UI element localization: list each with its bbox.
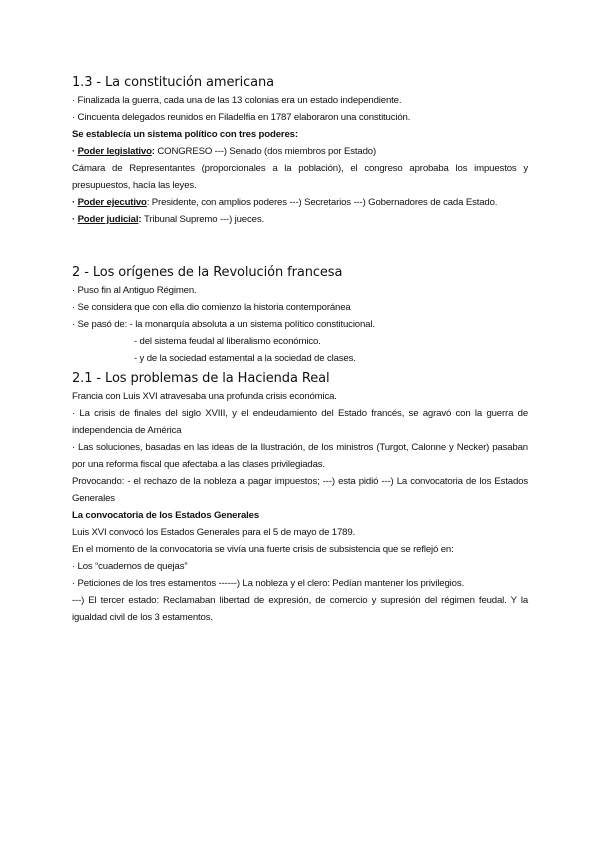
- paragraph-line: · Puso fin al Antiguo Régimen.: [72, 285, 197, 296]
- legislative-label: Poder legislativo: [77, 146, 152, 157]
- section-title: 2 - Los orígenes de la Revolución francesa: [72, 265, 343, 280]
- paragraph-block: · Las soluciones, basadas en las ideas de la Ilustración, de los ministros (Turgot, Calonne y Necker) pasaban por una reforma fiscal que afectaba a las clases privilegiadas.: [72, 442, 528, 470]
- paragraph-line: En el momento de la convocatoria se vivía una fuerte crisis de subsistencia que se reflejó en:: [72, 544, 454, 555]
- paragraph-line: Luis XVI convocó los Estados Generales para el 5 de mayo de 1789.: [72, 527, 356, 538]
- section-2: [72, 264, 528, 367]
- powers-executive: · Poder ejecutivo: Presidente, con amplios poderes ---) Secretarios ---) Gobernadores de cada Estado.: [72, 197, 498, 208]
- paragraph-block: ---) El tercer estado: Reclamaban libertad de expresión, de comercio y supresión del régimen feudal. Y la igualdad civil de los 3 estamentos.: [72, 595, 528, 623]
- paragraph-line: · Cincuenta delegados reunidos en Filadelfia en 1787 elaboraron una constitución.: [72, 112, 411, 123]
- executive-label: Poder ejecutivo: [77, 197, 147, 208]
- subsection-title: La convocatoria de los Estados Generales: [72, 510, 260, 521]
- paragraph-block: Cámara de Representantes (proporcionales a la población), el congreso aprobaba los impuestos y presupuestos, hacía las leyes.: [72, 163, 528, 191]
- paragraph-block: · La crisis de finales del siglo XVIII, y el endeudamiento del Estado francés, se agravó con la guerra de independencia de América: [72, 408, 528, 436]
- section-title: 1.3 - La constitución americana: [72, 75, 275, 90]
- judicial-label: Poder judicial: [77, 214, 139, 225]
- paragraph-block: · Peticiones de los tres estamentos ------) La nobleza y el clero: Pedían mantener los privilegios.: [72, 578, 464, 589]
- section-2-1: [72, 370, 528, 626]
- powers-legislative: · Poder legislativo: CONGRESO ---) Senado (dos miembros por Estado): [72, 146, 376, 157]
- section-1-3: [72, 74, 528, 228]
- paragraph-line: · Se considera que con ella dio comienzo la historia contemporánea: [72, 302, 351, 313]
- judicial-text: Tribunal Supremo ---) jueces.: [143, 214, 264, 225]
- section-title: 2.1 - Los problemas de la Hacienda Real: [72, 371, 330, 386]
- paragraph-line: · Se pasó de: - la monarquía absoluta a un sistema político constitucional.: [72, 319, 375, 330]
- paragraph-line: · Finalizada la guerra, cada una de las 13 colonias era un estado independiente.: [72, 95, 402, 106]
- paragraph-line: - y de la sociedad estamental a la sociedad de clases.: [134, 353, 356, 364]
- paragraph-line: · Los “cuadernos de quejas”: [72, 561, 188, 572]
- paragraph-line: Francia con Luis XVI atravesaba una profunda crisis económica.: [72, 391, 337, 402]
- executive-text: Presidente, con amplios poderes ---) Secretarios ---) Gobernadores de cada Estado.: [151, 197, 498, 208]
- powers-judicial: · Poder judicial: Tribunal Supremo ---) jueces.: [72, 214, 264, 225]
- paragraph-line: Se establecía un sistema político con tres poderes:: [72, 129, 298, 140]
- legislative-text: CONGRESO ---) Senado (dos miembros por Estado): [157, 146, 376, 157]
- paragraph-line: - del sistema feudal al liberalismo económico.: [134, 336, 321, 347]
- paragraph-block: Provocando: - el rechazo de la nobleza a pagar impuestos; ---) esta pidió ---) La convocatoria de los Estados Generales: [72, 476, 528, 504]
